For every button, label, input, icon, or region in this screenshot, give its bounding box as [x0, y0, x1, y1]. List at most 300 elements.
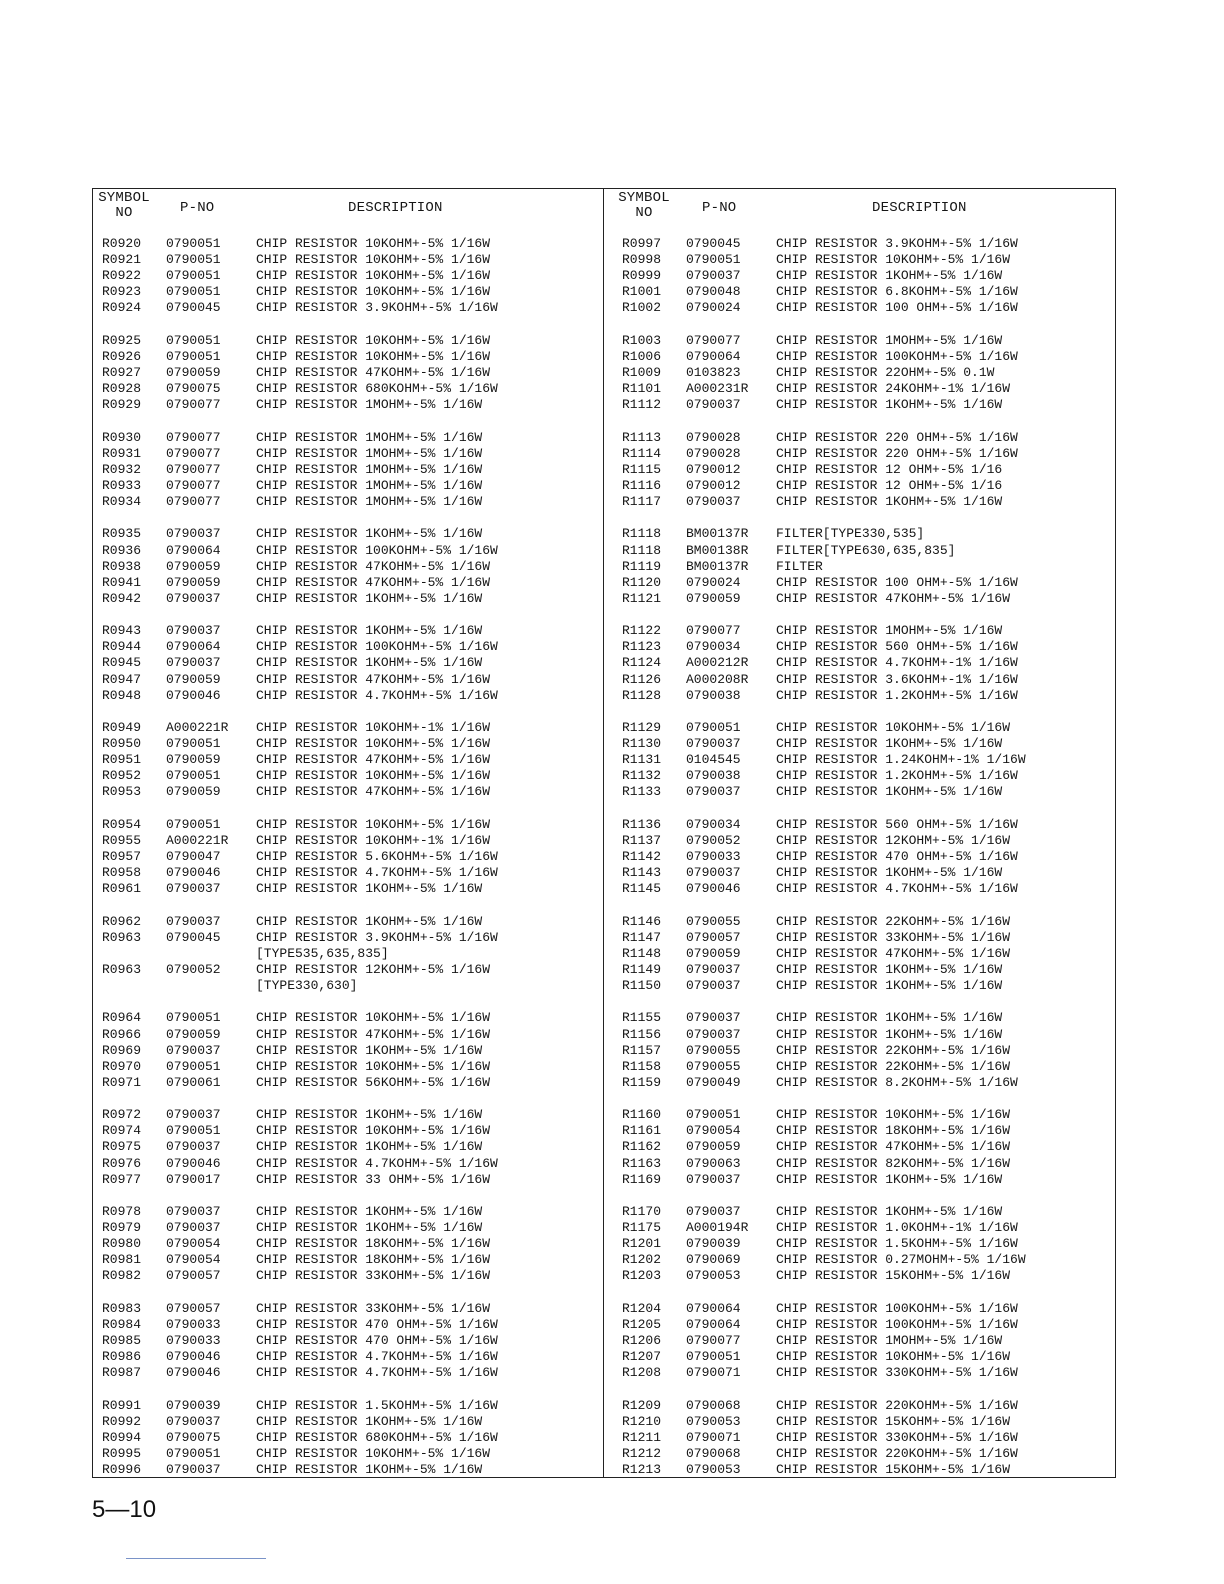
part-no: 0790077	[166, 477, 221, 493]
description: CHIP RESISTOR 1KOHM+-5% 1/16W	[776, 1026, 1003, 1042]
symbol-no: R0969	[102, 1042, 142, 1058]
description: CHIP RESISTOR 6.8KOHM+-5% 1/16W	[776, 284, 1018, 300]
description: CHIP RESISTOR 680KOHM+-5% 1/16W	[256, 381, 498, 397]
symbol-no: R1128	[622, 687, 662, 703]
symbol-no: R0997	[622, 236, 662, 251]
part-no: 0790037	[166, 881, 221, 897]
part-no: 0790053	[686, 1268, 741, 1284]
description: CHIP RESISTOR 1.2KOHM+-5% 1/16W	[776, 768, 1018, 784]
right-header	[614, 188, 1114, 226]
symbol-no: R1137	[622, 832, 662, 848]
part-no: 0790077	[166, 461, 221, 477]
left-header	[94, 188, 602, 226]
part-no: 0790012	[686, 461, 741, 477]
symbol-no: R1002	[622, 300, 662, 316]
part-no: 0790054	[166, 1252, 221, 1268]
symbol-no: R1158	[622, 1058, 662, 1074]
symbol-no: R0929	[102, 397, 142, 413]
description: CHIP RESISTOR 1KOHM+-5% 1/16W	[256, 590, 483, 606]
symbol-no: R0933	[102, 477, 142, 493]
description: CHIP RESISTOR 220 OHM+-5% 1/16W	[776, 445, 1018, 461]
description: CHIP RESISTOR 10KOHM+-5% 1/16W	[776, 1349, 1011, 1365]
symbol-no: R0927	[102, 365, 142, 380]
description: CHIP RESISTOR 330KOHM+-5% 1/16W	[776, 1429, 1018, 1445]
part-no: 0790064	[166, 639, 221, 655]
part-no: 0790046	[166, 1155, 221, 1171]
part-no: 0790064	[686, 1300, 741, 1316]
part-no: 0790039	[686, 1236, 741, 1252]
description: CHIP RESISTOR 4.7KOHM+-1% 1/16W	[776, 655, 1018, 671]
description: CHIP RESISTOR 1MOHM+-5% 1/16W	[776, 332, 1003, 348]
part-no: 0790037	[686, 1204, 741, 1219]
symbol-no: R1149	[622, 961, 662, 977]
header-description: DESCRIPTION	[348, 200, 443, 216]
part-no: 0790037	[166, 1413, 221, 1429]
description: CHIP RESISTOR 1KOHM+-5% 1/16W	[256, 526, 483, 542]
description: CHIP RESISTOR 10KOHM+-5% 1/16W	[256, 1445, 491, 1461]
part-no: 0790037	[166, 1220, 221, 1236]
part-no: 0790052	[686, 832, 741, 848]
symbol-no: R0949	[102, 720, 142, 735]
symbol-no: R1121	[622, 590, 662, 606]
part-no: 0790077	[166, 445, 221, 461]
part-no: A000221R	[166, 720, 229, 735]
part-no: A000221R	[166, 832, 229, 848]
symbol-no: R1207	[622, 1349, 662, 1365]
symbol-no: R1145	[622, 881, 662, 897]
symbol-no: R1130	[622, 736, 662, 752]
symbol-no: R1129	[622, 720, 662, 735]
symbol-no: R0994	[102, 1429, 142, 1445]
symbol-no: R1162	[622, 1139, 662, 1155]
part-no: 0790045	[166, 929, 221, 945]
symbol-no: R0986	[102, 1349, 142, 1365]
symbol-no: R1170	[622, 1204, 662, 1219]
part-no: 0790068	[686, 1445, 741, 1461]
symbol-no: R1203	[622, 1268, 662, 1284]
symbol-no: R1131	[622, 752, 662, 768]
part-no: 0790051	[166, 736, 221, 752]
symbol-no: R0920	[102, 236, 142, 251]
symbol-no: R0991	[102, 1397, 142, 1413]
description: CHIP RESISTOR 1MOHM+-5% 1/16W	[256, 461, 483, 477]
description: CHIP RESISTOR 4.7KOHM+-5% 1/16W	[256, 865, 498, 881]
description: CHIP RESISTOR 10KOHM+-5% 1/16W	[256, 284, 491, 300]
symbol-no: R1143	[622, 865, 662, 881]
description: CHIP RESISTOR 24KOHM+-1% 1/16W	[776, 381, 1011, 397]
part-no: 0790077	[166, 429, 221, 445]
part-no: 0790077	[166, 397, 221, 413]
part-no: BM00138R	[686, 542, 749, 558]
description: CHIP RESISTOR 12KOHM+-5% 1/16W	[256, 961, 491, 977]
description: CHIP RESISTOR 10KOHM+-1% 1/16W	[256, 720, 491, 735]
symbol-no: R0938	[102, 558, 142, 574]
part-no: 0790037	[686, 494, 741, 509]
part-no: 0790037	[166, 1204, 221, 1219]
description: CHIP RESISTOR 1MOHM+-5% 1/16W	[256, 494, 483, 509]
symbol-no: R0932	[102, 461, 142, 477]
description: CHIP RESISTOR 10KOHM+-5% 1/16W	[256, 236, 491, 251]
description: CHIP RESISTOR 15KOHM+-5% 1/16W	[776, 1413, 1011, 1429]
symbol-no: R0995	[102, 1445, 142, 1461]
symbol-no: R1169	[622, 1171, 662, 1187]
part-no: 0790055	[686, 913, 741, 929]
symbol-no: R1157	[622, 1042, 662, 1058]
symbol-no: R0957	[102, 849, 142, 864]
symbol-no: R1201	[622, 1236, 662, 1252]
part-no: 0790075	[166, 381, 221, 397]
part-no: 0790033	[166, 1333, 221, 1348]
part-no: 0790059	[166, 574, 221, 590]
part-no: 0790012	[686, 477, 741, 493]
part-no: 0790063	[686, 1155, 741, 1171]
description: CHIP RESISTOR 22KOHM+-5% 1/16W	[776, 1058, 1011, 1074]
symbol-no: R0924	[102, 300, 142, 316]
description: CHIP RESISTOR 18KOHM+-5% 1/16W	[256, 1252, 491, 1268]
symbol-no: R0954	[102, 816, 142, 832]
description: CHIP RESISTOR 100KOHM+-5% 1/16W	[256, 542, 498, 558]
description: CHIP RESISTOR 100KOHM+-5% 1/16W	[256, 639, 498, 655]
header-symbol-label: SYMBOL	[618, 190, 670, 206]
part-no: 0790037	[686, 1026, 741, 1042]
part-no: 0790049	[686, 1074, 741, 1090]
description: CHIP RESISTOR 1KOHM+-5% 1/16W	[256, 1107, 483, 1123]
part-no: 0790051	[166, 1445, 221, 1461]
symbol-no: R0943	[102, 623, 142, 639]
description: CHIP RESISTOR 10KOHM+-5% 1/16W	[256, 768, 491, 784]
symbol-no: R1126	[622, 671, 662, 687]
description: CHIP RESISTOR 1KOHM+-5% 1/16W	[256, 623, 483, 639]
description: CHIP RESISTOR 560 OHM+-5% 1/16W	[776, 816, 1018, 832]
symbol-no: R0923	[102, 284, 142, 300]
part-no: A000194R	[686, 1220, 749, 1236]
part-no: 0790055	[686, 1042, 741, 1058]
symbol-no: R1205	[622, 1316, 662, 1332]
symbol-no: R1124	[622, 655, 662, 671]
part-no: 0790046	[166, 865, 221, 881]
symbol-no: R0996	[102, 1462, 142, 1477]
symbol-no: R0979	[102, 1220, 142, 1236]
description: CHIP RESISTOR 1KOHM+-5% 1/16W	[256, 913, 483, 929]
symbol-no: R1123	[622, 639, 662, 655]
description: CHIP RESISTOR 15KOHM+-5% 1/16W	[776, 1268, 1011, 1284]
part-no: 0790057	[686, 929, 741, 945]
description: CHIP RESISTOR 10KOHM+-1% 1/16W	[256, 832, 491, 848]
description: FILTER	[776, 558, 823, 574]
symbol-no: R0975	[102, 1139, 142, 1155]
part-no: 0790051	[166, 236, 221, 251]
part-no: 0790051	[166, 348, 221, 364]
part-no: 0790059	[686, 1139, 741, 1155]
part-no: 0790059	[166, 671, 221, 687]
header-no-label: NO	[635, 205, 653, 221]
symbol-no: R1009	[622, 365, 662, 380]
part-no: 0790059	[686, 590, 741, 606]
part-no: 0790037	[686, 397, 741, 413]
part-no: 0790057	[166, 1300, 221, 1316]
symbol-no: R1006	[622, 348, 662, 364]
description: CHIP RESISTOR 10KOHM+-5% 1/16W	[776, 1107, 1011, 1123]
description: CHIP RESISTOR 100 OHM+-5% 1/16W	[776, 300, 1018, 316]
description: FILTER[TYPE630,635,835]	[776, 542, 956, 558]
description: CHIP RESISTOR 1KOHM+-5% 1/16W	[776, 494, 1003, 509]
part-no: 0790037	[166, 1042, 221, 1058]
description: CHIP RESISTOR 33KOHM+-5% 1/16W	[776, 929, 1011, 945]
symbol-no: R0963	[102, 961, 142, 977]
description: [TYPE535,635,835]	[256, 945, 389, 961]
description: CHIP RESISTOR 33KOHM+-5% 1/16W	[256, 1300, 491, 1316]
part-no: 0790054	[686, 1123, 741, 1139]
description: CHIP RESISTOR 10KOHM+-5% 1/16W	[776, 252, 1011, 268]
symbol-no: R1159	[622, 1074, 662, 1090]
symbol-no: R1161	[622, 1123, 662, 1139]
part-no: 0790037	[686, 1171, 741, 1187]
symbol-no: R0980	[102, 1236, 142, 1252]
header-symbol	[614, 191, 674, 221]
symbol-no: R1160	[622, 1107, 662, 1123]
symbol-no: R0976	[102, 1155, 142, 1171]
description: CHIP RESISTOR 47KOHM+-5% 1/16W	[256, 558, 491, 574]
part-no: 0103823	[686, 365, 741, 380]
description: CHIP RESISTOR 1KOHM+-5% 1/16W	[776, 268, 1003, 284]
description: CHIP RESISTOR 4.7KOHM+-5% 1/16W	[256, 1155, 498, 1171]
description: CHIP RESISTOR 82KOHM+-5% 1/16W	[776, 1155, 1011, 1171]
symbol-no: R0942	[102, 590, 142, 606]
header-pno: P-NO	[702, 200, 737, 216]
part-no: 0790051	[166, 816, 221, 832]
part-no: 0790064	[686, 1316, 741, 1332]
description: CHIP RESISTOR 10KOHM+-5% 1/16W	[256, 348, 491, 364]
description: CHIP RESISTOR 1KOHM+-5% 1/16W	[776, 1171, 1003, 1187]
part-no: 0790024	[686, 300, 741, 316]
description: CHIP RESISTOR 1KOHM+-5% 1/16W	[256, 1462, 483, 1477]
part-no: 0790071	[686, 1429, 741, 1445]
description: CHIP RESISTOR 680KOHM+-5% 1/16W	[256, 1429, 498, 1445]
symbol-no: R1146	[622, 913, 662, 929]
part-no: 0790046	[166, 687, 221, 703]
symbol-no: R0972	[102, 1107, 142, 1123]
part-no: 0790024	[686, 574, 741, 590]
description: CHIP RESISTOR 10KOHM+-5% 1/16W	[256, 1058, 491, 1074]
description: CHIP RESISTOR 100KOHM+-5% 1/16W	[776, 348, 1018, 364]
description: CHIP RESISTOR 0.27MOHM+-5% 1/16W	[776, 1252, 1026, 1268]
part-no: 0790037	[166, 590, 221, 606]
description: CHIP RESISTOR 3.6KOHM+-1% 1/16W	[776, 671, 1018, 687]
symbol-no: R1101	[622, 381, 662, 397]
symbol-no: R1213	[622, 1462, 662, 1477]
part-no: 0790053	[686, 1462, 741, 1477]
part-no: 0790051	[686, 252, 741, 268]
symbol-no: R1156	[622, 1026, 662, 1042]
part-no: 0790047	[166, 849, 221, 864]
symbol-no: R0963	[102, 929, 142, 945]
description: CHIP RESISTOR 470 OHM+-5% 1/16W	[776, 849, 1018, 864]
symbol-no: R0981	[102, 1252, 142, 1268]
description: CHIP RESISTOR 1.0KOHM+-1% 1/16W	[776, 1220, 1018, 1236]
part-no: 0790053	[686, 1413, 741, 1429]
symbol-no: R0992	[102, 1413, 142, 1429]
part-no: 0790051	[166, 252, 221, 268]
description: CHIP RESISTOR 47KOHM+-5% 1/16W	[256, 574, 491, 590]
part-no: 0790028	[686, 445, 741, 461]
part-no: 0790051	[166, 268, 221, 284]
description: CHIP RESISTOR 33KOHM+-5% 1/16W	[256, 1268, 491, 1284]
part-no: 0790077	[686, 1333, 741, 1348]
description: CHIP RESISTOR 12 OHM+-5% 1/16	[776, 461, 1003, 477]
symbol-no: R1120	[622, 574, 662, 590]
symbol-no: R0987	[102, 1365, 142, 1381]
part-no: 0790033	[166, 1316, 221, 1332]
part-no: 0790034	[686, 816, 741, 832]
symbol-no: R1122	[622, 623, 662, 639]
description: CHIP RESISTOR 220 OHM+-5% 1/16W	[776, 429, 1018, 445]
part-no: 0790037	[686, 961, 741, 977]
symbol-no: R0922	[102, 268, 142, 284]
part-no: 0790055	[686, 1058, 741, 1074]
symbol-no: R0921	[102, 252, 142, 268]
symbol-no: R1117	[622, 494, 662, 509]
description: CHIP RESISTOR 3.9KOHM+-5% 1/16W	[256, 300, 498, 316]
description: CHIP RESISTOR 1KOHM+-5% 1/16W	[776, 784, 1003, 800]
symbol-no: R0944	[102, 639, 142, 655]
symbol-no: R1210	[622, 1413, 662, 1429]
part-no: 0790059	[166, 784, 221, 800]
part-no: A000208R	[686, 671, 749, 687]
description: CHIP RESISTOR 47KOHM+-5% 1/16W	[256, 365, 491, 380]
symbol-no: R1202	[622, 1252, 662, 1268]
symbol-no: R1115	[622, 461, 662, 477]
part-no: 0790046	[686, 881, 741, 897]
description: CHIP RESISTOR 10KOHM+-5% 1/16W	[256, 736, 491, 752]
description: CHIP RESISTOR 33 OHM+-5% 1/16W	[256, 1171, 491, 1187]
symbol-no: R1175	[622, 1220, 662, 1236]
part-no: 0790037	[686, 784, 741, 800]
part-no: 0790045	[686, 236, 741, 251]
symbol-no: R1208	[622, 1365, 662, 1381]
header-symbol	[94, 191, 154, 221]
symbol-no: R1133	[622, 784, 662, 800]
part-no: 0790038	[686, 687, 741, 703]
description: CHIP RESISTOR 100KOHM+-5% 1/16W	[776, 1300, 1018, 1316]
symbol-no: R0977	[102, 1171, 142, 1187]
description: CHIP RESISTOR 1KOHM+-5% 1/16W	[776, 736, 1003, 752]
part-no: 0790059	[166, 1026, 221, 1042]
part-no: 0790037	[166, 655, 221, 671]
symbol-no: R0958	[102, 865, 142, 881]
description: CHIP RESISTOR 330KOHM+-5% 1/16W	[776, 1365, 1018, 1381]
description: CHIP RESISTOR 47KOHM+-5% 1/16W	[776, 590, 1011, 606]
description: CHIP RESISTOR 560 OHM+-5% 1/16W	[776, 639, 1018, 655]
part-no: 0790037	[686, 736, 741, 752]
part-no: 0790051	[166, 1123, 221, 1139]
description: CHIP RESISTOR 1MOHM+-5% 1/16W	[776, 623, 1003, 639]
symbol-no: R1212	[622, 1445, 662, 1461]
description: CHIP RESISTOR 15KOHM+-5% 1/16W	[776, 1462, 1011, 1477]
description: CHIP RESISTOR 47KOHM+-5% 1/16W	[256, 784, 491, 800]
description: CHIP RESISTOR 47KOHM+-5% 1/16W	[776, 945, 1011, 961]
part-no: 0790051	[686, 1349, 741, 1365]
symbol-no: R0950	[102, 736, 142, 752]
part-no: 0790046	[166, 1349, 221, 1365]
symbol-no: R1163	[622, 1155, 662, 1171]
symbol-no: R0951	[102, 752, 142, 768]
part-no: 0790061	[166, 1074, 221, 1090]
symbol-no: R0999	[622, 268, 662, 284]
symbol-no: R0961	[102, 881, 142, 897]
description: CHIP RESISTOR 1KOHM+-5% 1/16W	[776, 397, 1003, 413]
symbol-no: R0966	[102, 1026, 142, 1042]
description: CHIP RESISTOR 4.7KOHM+-5% 1/16W	[256, 1349, 498, 1365]
description: CHIP RESISTOR 1MOHM+-5% 1/16W	[256, 397, 483, 413]
symbol-no: R1112	[622, 397, 662, 413]
description: CHIP RESISTOR 4.7KOHM+-5% 1/16W	[256, 1365, 498, 1381]
description: CHIP RESISTOR 10KOHM+-5% 1/16W	[256, 268, 491, 284]
description: CHIP RESISTOR 3.9KOHM+-5% 1/16W	[256, 929, 498, 945]
description: CHIP RESISTOR 4.7KOHM+-5% 1/16W	[256, 687, 498, 703]
description: CHIP RESISTOR 22OHM+-5% 0.1W	[776, 365, 995, 380]
symbol-no: R1001	[622, 284, 662, 300]
part-no: 0790037	[166, 1107, 221, 1123]
part-no: 0790059	[166, 365, 221, 380]
part-no: 0790037	[166, 1462, 221, 1477]
description: CHIP RESISTOR 1KOHM+-5% 1/16W	[776, 978, 1003, 993]
description: CHIP RESISTOR 1KOHM+-5% 1/16W	[256, 1204, 483, 1219]
symbol-no: R1150	[622, 978, 662, 993]
description: CHIP RESISTOR 1KOHM+-5% 1/16W	[776, 961, 1003, 977]
description: CHIP RESISTOR 18KOHM+-5% 1/16W	[776, 1123, 1011, 1139]
description: [TYPE330,630]	[256, 978, 358, 993]
description: CHIP RESISTOR 12KOHM+-5% 1/16W	[776, 832, 1011, 848]
part-no: 0790039	[166, 1397, 221, 1413]
description: CHIP RESISTOR 100 OHM+-5% 1/16W	[776, 574, 1018, 590]
part-no: 0790037	[166, 623, 221, 639]
part-no: 0790077	[686, 332, 741, 348]
description: CHIP RESISTOR 1MOHM+-5% 1/16W	[256, 445, 483, 461]
symbol-no: R1142	[622, 849, 662, 864]
symbol-no: R0930	[102, 429, 142, 445]
part-no: 0790077	[166, 494, 221, 509]
header-pno: P-NO	[180, 200, 215, 216]
part-no: 0790069	[686, 1252, 741, 1268]
part-no: 0790077	[686, 623, 741, 639]
symbol-no: R0982	[102, 1268, 142, 1284]
part-no: 0790059	[166, 752, 221, 768]
part-no: 0790051	[686, 1107, 741, 1123]
column-divider	[603, 188, 604, 1478]
description: CHIP RESISTOR 22KOHM+-5% 1/16W	[776, 913, 1011, 929]
symbol-no: R0931	[102, 445, 142, 461]
description: CHIP RESISTOR 5.6KOHM+-5% 1/16W	[256, 849, 498, 864]
symbol-no: R0971	[102, 1074, 142, 1090]
symbol-no: R1118	[622, 542, 662, 558]
symbol-no: R0941	[102, 574, 142, 590]
part-no: 0790054	[166, 1236, 221, 1252]
part-no: A000231R	[686, 381, 749, 397]
symbol-no: R0935	[102, 526, 142, 542]
description: CHIP RESISTOR 1.5KOHM+-5% 1/16W	[776, 1236, 1018, 1252]
part-no: 0790064	[686, 348, 741, 364]
symbol-no: R0948	[102, 687, 142, 703]
symbol-no: R1155	[622, 1010, 662, 1026]
description: CHIP RESISTOR 22KOHM+-5% 1/16W	[776, 1042, 1011, 1058]
description: CHIP RESISTOR 47KOHM+-5% 1/16W	[256, 752, 491, 768]
part-no: 0790052	[166, 961, 221, 977]
description: CHIP RESISTOR 1.2KOHM+-5% 1/16W	[776, 687, 1018, 703]
symbol-no: R1114	[622, 445, 662, 461]
description: CHIP RESISTOR 10KOHM+-5% 1/16W	[256, 816, 491, 832]
symbol-no: R0955	[102, 832, 142, 848]
description: CHIP RESISTOR 47KOHM+-5% 1/16W	[776, 1139, 1011, 1155]
